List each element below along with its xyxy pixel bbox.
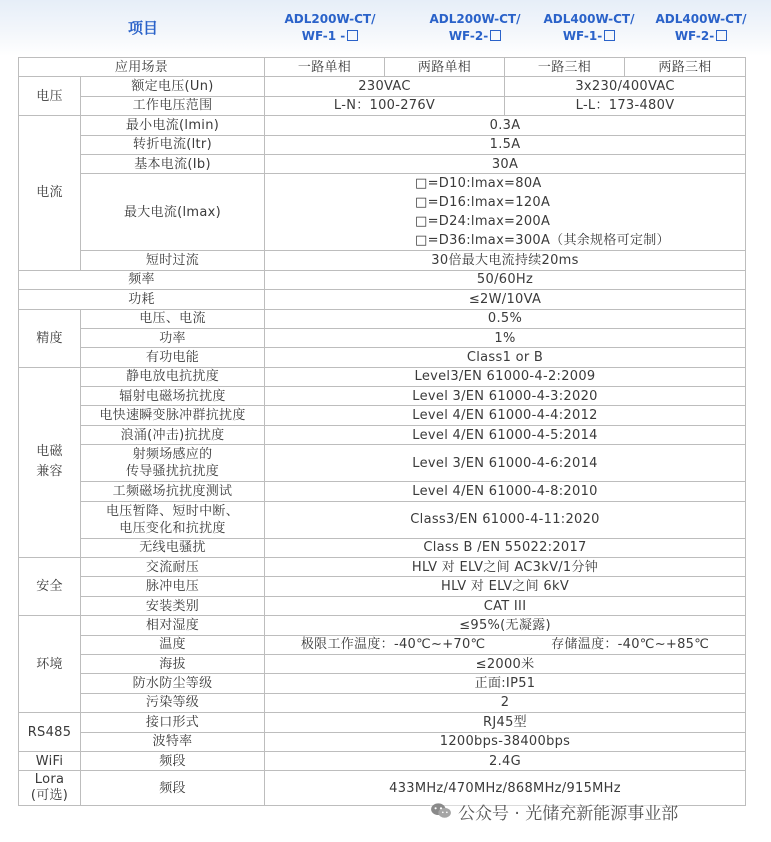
row-label: 温度 — [81, 635, 265, 654]
header-model-2 — [420, 0, 530, 56]
row-label: 安装类别 — [81, 596, 265, 615]
row-label: 基本电流(Ib) — [81, 154, 265, 173]
row-label: 功耗 — [19, 290, 265, 309]
cell-value: Level 4/EN 61000-4-8:2010 — [265, 482, 746, 501]
row-label: 频段 — [81, 771, 265, 806]
table-row — [19, 251, 746, 270]
cell-value: Level 3/EN 61000-4-6:2014 — [265, 445, 746, 482]
row-label: 波特率 — [81, 732, 265, 751]
table-row — [19, 387, 746, 406]
table-row — [19, 751, 746, 770]
table-row — [19, 732, 746, 751]
header-item-label: 项目 — [127, 18, 158, 37]
max-current-line: □=D24:lmax=200A — [415, 214, 551, 230]
cell-value-multiline — [265, 174, 746, 251]
row-label: 最小电流(lmin) — [81, 116, 265, 135]
group-label-line2: 兼容 — [36, 464, 63, 480]
table-row — [19, 425, 746, 444]
table-row — [19, 635, 746, 654]
temp-storage: 存储温度：-40℃~+85℃ — [551, 637, 710, 653]
max-current-line: □=D16:lmax=120A — [415, 195, 551, 211]
row-label: 防水防尘等级 — [81, 674, 265, 693]
table-header — [0, 0, 771, 56]
table-row — [19, 348, 746, 367]
model-2-line1: ADL200W-CT/ — [429, 12, 521, 26]
cell-value: 433MHz/470MHz/868MHz/915MHz — [265, 771, 746, 806]
cell-value: Class B /EN 55022:2017 — [265, 538, 746, 557]
group-label: 电流 — [19, 116, 81, 271]
wechat-icon — [430, 802, 452, 820]
checkbox-icon — [716, 30, 727, 41]
cell-value: 1.5A — [265, 135, 746, 154]
table-row — [19, 270, 746, 289]
model-4-line2: WF-2- — [674, 29, 715, 43]
row-label: 海拔 — [81, 654, 265, 673]
table-row — [19, 693, 746, 712]
cell-value: 50/60Hz — [265, 270, 746, 289]
row-label-line2: 传导骚扰抗扰度 — [125, 464, 220, 480]
row-label — [81, 501, 265, 538]
header-model-3 — [534, 0, 644, 56]
cell-value: ≤2W/10VA — [265, 290, 746, 309]
cell-value: Level 4/EN 61000-4-4:2012 — [265, 406, 746, 425]
cell-value: ≤2000米 — [265, 654, 746, 673]
cell-value: 30A — [265, 154, 746, 173]
cell-value: 正面:IP51 — [265, 674, 746, 693]
max-current-line: □=D10:lmax=80A — [415, 176, 542, 192]
cell-value: Level 3/EN 61000-4-3:2020 — [265, 387, 746, 406]
temp-operating: 极限工作温度：-40℃~+70℃ — [300, 637, 486, 653]
table-row — [19, 116, 746, 135]
group-label: WiFi — [19, 751, 81, 770]
table-row — [19, 577, 746, 596]
table-row — [19, 174, 746, 251]
row-label-line1: 射频场感应的 — [132, 447, 213, 463]
spec-table — [18, 57, 746, 806]
row-label: 应用场景 — [19, 58, 265, 77]
table-row — [19, 538, 746, 557]
group-label: 电压 — [19, 77, 81, 116]
cell-value: 1% — [265, 328, 746, 347]
row-label: 接口形式 — [81, 713, 265, 732]
row-label: 频段 — [81, 751, 265, 770]
cell-value: 1200bps-38400bps — [265, 732, 746, 751]
model-2-line2: WF-2- — [448, 29, 489, 43]
cell-value: Level 4/EN 61000-4-5:2014 — [265, 425, 746, 444]
table-row — [19, 482, 746, 501]
cell-value: 0.5% — [265, 309, 746, 328]
table-row — [19, 406, 746, 425]
row-label: 频率 — [19, 270, 265, 289]
cell-value — [265, 635, 746, 654]
checkbox-icon — [490, 30, 501, 41]
row-label-line1: 电压暂降、短时中断、 — [106, 503, 240, 519]
table-row — [19, 445, 746, 482]
cell-value: 0.3A — [265, 116, 746, 135]
row-label: 交流耐压 — [81, 558, 265, 577]
cell-value: L-N：100-276V — [265, 96, 505, 115]
cell-value: HLV 对 ELV之间 6kV — [265, 577, 746, 596]
row-label: 静电放电抗扰度 — [81, 367, 265, 386]
row-label: 短时过流 — [81, 251, 265, 270]
cell-value: 30倍最大电流持续20ms — [265, 251, 746, 270]
table-row — [19, 596, 746, 615]
table-row — [19, 674, 746, 693]
group-label-line2: (可选) — [30, 788, 69, 804]
row-label: 电压、电流 — [81, 309, 265, 328]
row-label: 额定电压(Un) — [81, 77, 265, 96]
cell-value: RJ45型 — [265, 713, 746, 732]
row-label — [81, 445, 265, 482]
cell-value: Class1 or B — [265, 348, 746, 367]
cell-value: ≤95%(无凝露) — [265, 616, 746, 635]
table-row — [19, 290, 746, 309]
row-label-line2: 电压变化和抗扰度 — [119, 520, 226, 536]
row-label: 工作电压范围 — [81, 96, 265, 115]
cell-value: Level3/EN 61000-4-2:2009 — [265, 367, 746, 386]
table-row — [19, 367, 746, 386]
group-label-line1: Lora — [34, 772, 65, 788]
row-label: 浪涌(冲击)抗扰度 — [81, 425, 265, 444]
model-4-line1: ADL400W-CT/ — [655, 12, 747, 26]
row-label: 有功电能 — [81, 348, 265, 367]
table-row — [19, 154, 746, 173]
checkbox-icon — [604, 30, 615, 41]
row-label: 辐射电磁场抗扰度 — [81, 387, 265, 406]
table-row — [19, 58, 746, 77]
cell-value: Class3/EN 61000-4-11:2020 — [265, 501, 746, 538]
table-row — [19, 77, 746, 96]
table-row — [19, 96, 746, 115]
group-label-line1: 电磁 — [36, 444, 63, 460]
cell-value: 一路三相 — [505, 58, 625, 77]
group-label: 精度 — [19, 309, 81, 367]
cell-value: 230VAC — [265, 77, 505, 96]
table-row — [19, 309, 746, 328]
table-row — [19, 616, 746, 635]
checkbox-icon — [347, 30, 358, 41]
cell-value: 两路单相 — [385, 58, 505, 77]
max-current-line: □=D36:lmax=300A（其余规格可定制） — [415, 233, 670, 249]
row-label: 电快速瞬变脉冲群抗扰度 — [81, 406, 265, 425]
table-row — [19, 558, 746, 577]
model-3-line2: WF-1- — [562, 29, 603, 43]
model-1-line1: ADL200W-CT/ — [284, 12, 376, 26]
watermark-text: 公众号 · 光储充新能源事业部 — [458, 803, 679, 824]
cell-value: CAT III — [265, 596, 746, 615]
group-label — [19, 771, 81, 806]
group-label: RS485 — [19, 713, 81, 752]
watermark — [430, 798, 678, 824]
table-row — [19, 501, 746, 538]
cell-value: 2 — [265, 693, 746, 712]
header-item — [18, 0, 268, 56]
row-label: 相对湿度 — [81, 616, 265, 635]
table-row — [19, 135, 746, 154]
group-label — [19, 367, 81, 557]
group-label: 环境 — [19, 616, 81, 713]
row-label: 污染等级 — [81, 693, 265, 712]
header-model-1 — [275, 0, 385, 56]
cell-value: 3x230/400VAC — [505, 77, 746, 96]
model-1-line2: WF-1 - — [301, 29, 346, 43]
cell-value: L-L：173-480V — [505, 96, 746, 115]
table-row — [19, 713, 746, 732]
cell-value: 两路三相 — [625, 58, 746, 77]
row-label: 最大电流(lmax) — [81, 174, 265, 251]
cell-value: 2.4G — [265, 751, 746, 770]
row-label: 无线电骚扰 — [81, 538, 265, 557]
header-model-4 — [646, 0, 756, 56]
row-label: 脉冲电压 — [81, 577, 265, 596]
row-label: 工频磁场抗扰度测试 — [81, 482, 265, 501]
group-label: 安全 — [19, 558, 81, 616]
table-row — [19, 654, 746, 673]
row-label: 转折电流(ltr) — [81, 135, 265, 154]
model-3-line1: ADL400W-CT/ — [543, 12, 635, 26]
cell-value: 一路单相 — [265, 58, 385, 77]
cell-value: HLV 对 ELV之间 AC3kV/1分钟 — [265, 558, 746, 577]
row-label: 功率 — [81, 328, 265, 347]
table-row — [19, 328, 746, 347]
